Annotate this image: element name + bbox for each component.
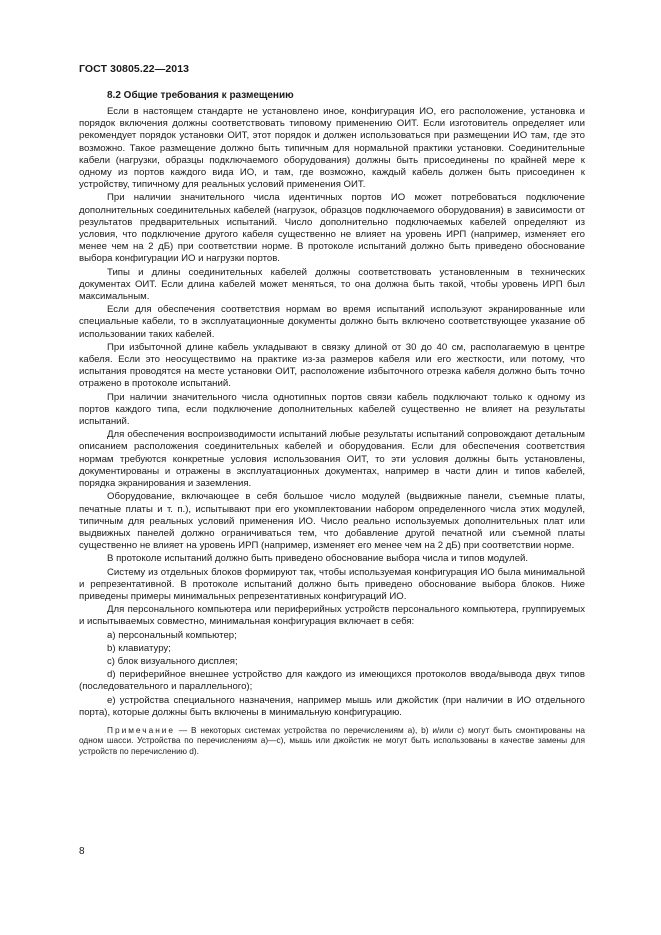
paragraph: Систему из отдельных блоков формируют так, чтобы используемая конфигурация ИО была минимальной и репрезентативной. В протоколе испытаний должно быть приведено обоснование выбора блоков. Ниже приведены примеры минимальных репрезентативных конфигураций ИО. bbox=[79, 566, 585, 602]
paragraph: Типы и длины соединительных кабелей должны соответствовать установленным в технических документах ОИТ. Если длина кабелей может меняться, то она должна быть такой, чтобы уровень ИРП был максимальным. bbox=[79, 266, 585, 303]
note-text: — В некоторых системах устройства по перечислениям a), b) и/или c) могут быть смонтированы на одном шасси. Устройства по перечислениям a)—c), мышь или джойстик не могут быть использованы в качестве замены для устройств по перечислению d). bbox=[79, 724, 585, 756]
paragraph: Оборудование, включающее в себя большое число модулей (выдвижные панели, съемные платы, печатные платы и т. п.), испытывают при его укомплектовании набором определенного числа этих модулей, типичным для реальных условий применения ИО. Число реально используемых дополнительных плат или выдвижных панелей должно ограничиваться тем, что добавление другой печатной или съемной платы существенно не влияет на уровень ИРП (например, изменяет его менее чем на 2 дБ) при соответствии норме. bbox=[79, 491, 585, 552]
list-item: d) периферийное внешнее устройство для каждого из имеющихся протоколов ввода/вывода двух типов (последовательного и параллельного); bbox=[79, 669, 585, 693]
page-content bbox=[79, 90, 585, 756]
paragraph: Для обеспечения воспроизводимости испытаний любые результаты испытаний сопровождают детальным описанием расположения соединительных кабелей и оборудования. Если для обеспечения соответствия нормам требуются конкретные условия использования ОИТ, то эти условия должны быть установлены, документированы и отражены в эксплуатационных документах, например в части длин и типов кабелей, порядка экранирования и заземления. bbox=[79, 429, 585, 490]
standard-header: ГОСТ 30805.22—2013 bbox=[79, 63, 190, 75]
list-item: c) блок визуального дисплея; bbox=[107, 655, 238, 667]
paragraph: При избыточной длине кабель укладывают в связку длиной от 30 до 40 см, располагаемую в центре кабеля. Если это неосуществимо на практике из-за размеров кабеля или его жесткости, или потому, что испытания проводятся на месте установки ОИТ, расположение избыточного отрезка кабеля должно быть точно отражено в протоколе испытаний. bbox=[79, 341, 585, 390]
list-item: a) персональный компьютер; bbox=[107, 629, 237, 641]
note-label: Примечание bbox=[107, 724, 176, 735]
paragraph: Если для обеспечения соответствия нормам во время испытаний используют экранированные или специальные кабели, то в эксплуатационные документы должно быть включено соответствующее указание об использовании таких кабелей. bbox=[79, 304, 585, 340]
note bbox=[79, 725, 585, 756]
paragraph: Для персонального компьютера или периферийных устройств персонального компьютера, группируемых и испытываемых совместно, минимальная конфигурация включает в себя: bbox=[79, 604, 585, 628]
list-item: b) клавиатуру; bbox=[107, 642, 171, 654]
configuration-list bbox=[79, 630, 585, 719]
paragraph: При наличии значительного числа идентичных портов ИО может потребоваться подключение дополнительных соединительных кабелей (нагрузок, образцов подключаемого оборудования) в зависимости от результатов предварительных испытаний. Число дополнительно подключаемых кабелей определяют из условия, что подключение другого кабеля существенно не влияет на уровень ИРП (например, изменяет его менее чем на 2 дБ) при соответствии норме. В протоколе испытаний должно быть приведено обоснование выбора конфигурации ИО и нагрузки портов. bbox=[79, 192, 585, 265]
paragraph: При наличии значительного числа однотипных портов связи кабель подключают только к одному из портов каждого типа, если подключение дополнительных кабелей существенно не влияет на результаты испытаний. bbox=[79, 391, 585, 428]
page-number: 8 bbox=[79, 846, 85, 857]
list-item: e) устройства специального назначения, например мышь или джойстик (при наличии в ИО отдельного порта), которые должны быть включены в минимальную конфигурацию. bbox=[79, 694, 585, 718]
section-heading: 8.2 Общие требования к размещению bbox=[107, 90, 294, 101]
paragraph: В протоколе испытаний должно быть приведено обоснование выбора числа и типов модулей. bbox=[107, 553, 529, 565]
paragraph: Если в настоящем стандарте не установлено иное, конфигурация ИО, его расположение, установка и порядок включения должны соответствовать типовому применению ОИТ. Если изготовитель определяет или рекомендует порядок установки ОИТ, этот порядок и должен использоваться при размещении ИО там, где это возможно. Такое размещение должно быть типичным для нормальной практики установки. Соединительные кабели (нагрузки, образцы подключаемого оборудования) должны быть присоединены по крайней мере к одному из портов каждого вида ИО, и там, где возможно, каждый кабель должен быть присоединен к устройству, типичному для реальных условий применения ОИТ. bbox=[79, 106, 585, 191]
